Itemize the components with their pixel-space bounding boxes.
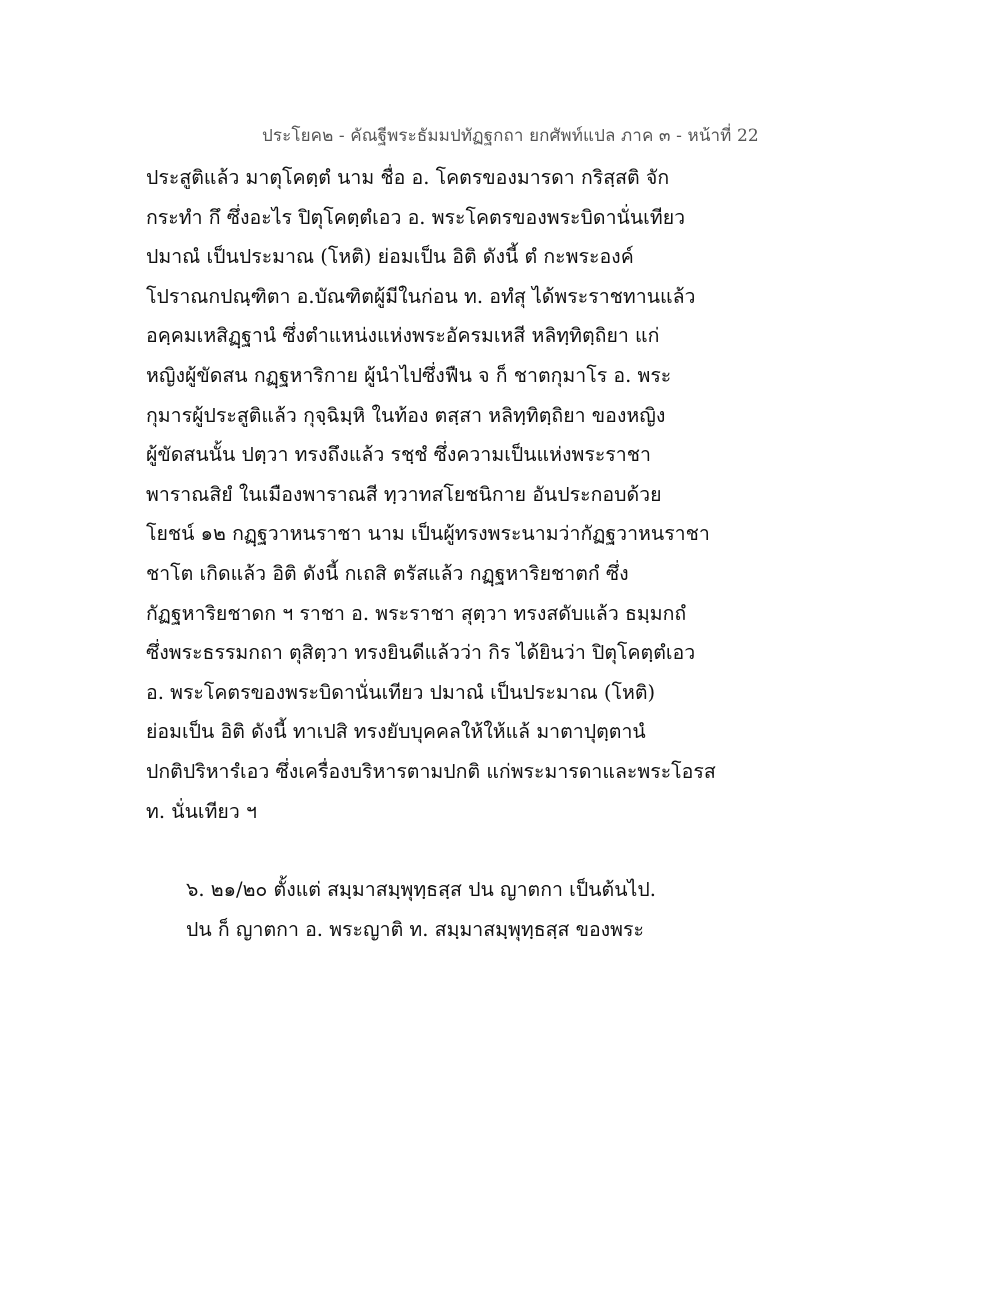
text-line: ท. นั่นเทียว ฯ — [146, 799, 257, 823]
text-line: อ. พระโคตรของพระบิดานั่นเทียว ปมาณํ เป็นประมาณ (โหติ) — [146, 680, 656, 704]
text-line: โยชน์ ๑๒ กฏฺฐวาหนราชา นาม เป็นผู้ทรงพระนามว่ากัฏฐวาหนราชา — [146, 522, 710, 546]
section-paragraph — [186, 870, 746, 949]
text-line: ย่อมเป็น อิติ ดังนี้ ทาเปสิ ทรงยับบุคคลให้ให้แล้ มาตาปุตฺตานํ — [146, 720, 646, 744]
text-line: อคฺคมเหสิฏฺฐานํ ซึ่งตำแหน่งแห่งพระอัครมเหสี หลิทฺทิตฺถิยา แก่ — [146, 324, 660, 348]
text-line: ผู้ขัดสนนั้น ปตฺวา ทรงถึงแล้ว รชฺชํ ซึ่งความเป็นแห่งพระราชา — [146, 443, 651, 467]
text-line: กุมารผู้ประสูติแล้ว กุจฺฉิมฺหิ ในท้อง ตสฺสา หลิทฺทิตฺถิยา ของหญิง — [146, 403, 666, 427]
text-line: ประสูติแล้ว มาตุโคตฺตํ นาม ชื่อ อ. โคตรของมารดา กริสฺสติ จัก — [146, 166, 670, 189]
text-line: ซึ่งพระธรรมกถา ตุสิตฺวา ทรงยินดีแล้วว่า กิร ได้ยินว่า ปิตุโคตฺตํเอว — [146, 641, 696, 665]
text-line: พาราณสิยํ ในเมืองพาราณสี ทฺวาทสโยชนิกาย อันประกอบด้วย — [146, 482, 662, 506]
text-line: ปกติปริหารํเอว ซึ่งเครื่องบริหารตามปกติ แก่พระมารดาและพระโอรส — [146, 759, 716, 783]
text-line: ปมาณํ เป็นประมาณ (โหติ) ย่อมเป็น อิติ ดังนี้ ตํ กะพระองค์ — [146, 245, 634, 269]
text-line: โปราณกปณฺฑิตา อ.บัณฑิตผู้มีในก่อน ท. อทํสุ ได้พระราชทานแล้ว — [146, 284, 696, 308]
text-line: ชาโต เกิดแล้ว อิติ ดังนี้ กเถสิ ตรัสแล้ว กฏฺฐหาริยชาตกํ ซึ่ง — [146, 561, 629, 585]
text-line: กระทำ กึ ซึ่งอะไร ปิตุโคตฺตํเอว อ. พระโคตรของพระบิดานั่นเทียว — [146, 205, 686, 229]
section-heading-line: ๖. ๒๑/๒๐ ตั้งแต่ สมฺมาสมฺพุทฺธสฺส ปน ญาตกา เป็นต้นไป. — [186, 878, 656, 901]
text-line: หญิงผู้ขัดสน กฏฺฐหาริกาย ผู้นำไปซึ่งฟืน จ ก็ ชาตกุมาโร อ. พระ — [146, 363, 672, 387]
text-line: ปน ก็ ญาตกา อ. พระญาติ ท. สมฺมาสมฺพุทฺธสฺส ของพระ — [186, 917, 644, 941]
text-line: กัฏฐหาริยชาดก ฯ ราชา อ. พระราชา สุตฺวา ทรงสดับแล้ว ธมฺมกถํ — [146, 601, 687, 625]
body-paragraph — [146, 158, 746, 831]
running-header: ประโยค๒ - คัณฐีพระธัมมปทัฏฐกถา ยกศัพท์แปล ภาค ๓ - หน้าที่ 22 — [262, 126, 759, 146]
